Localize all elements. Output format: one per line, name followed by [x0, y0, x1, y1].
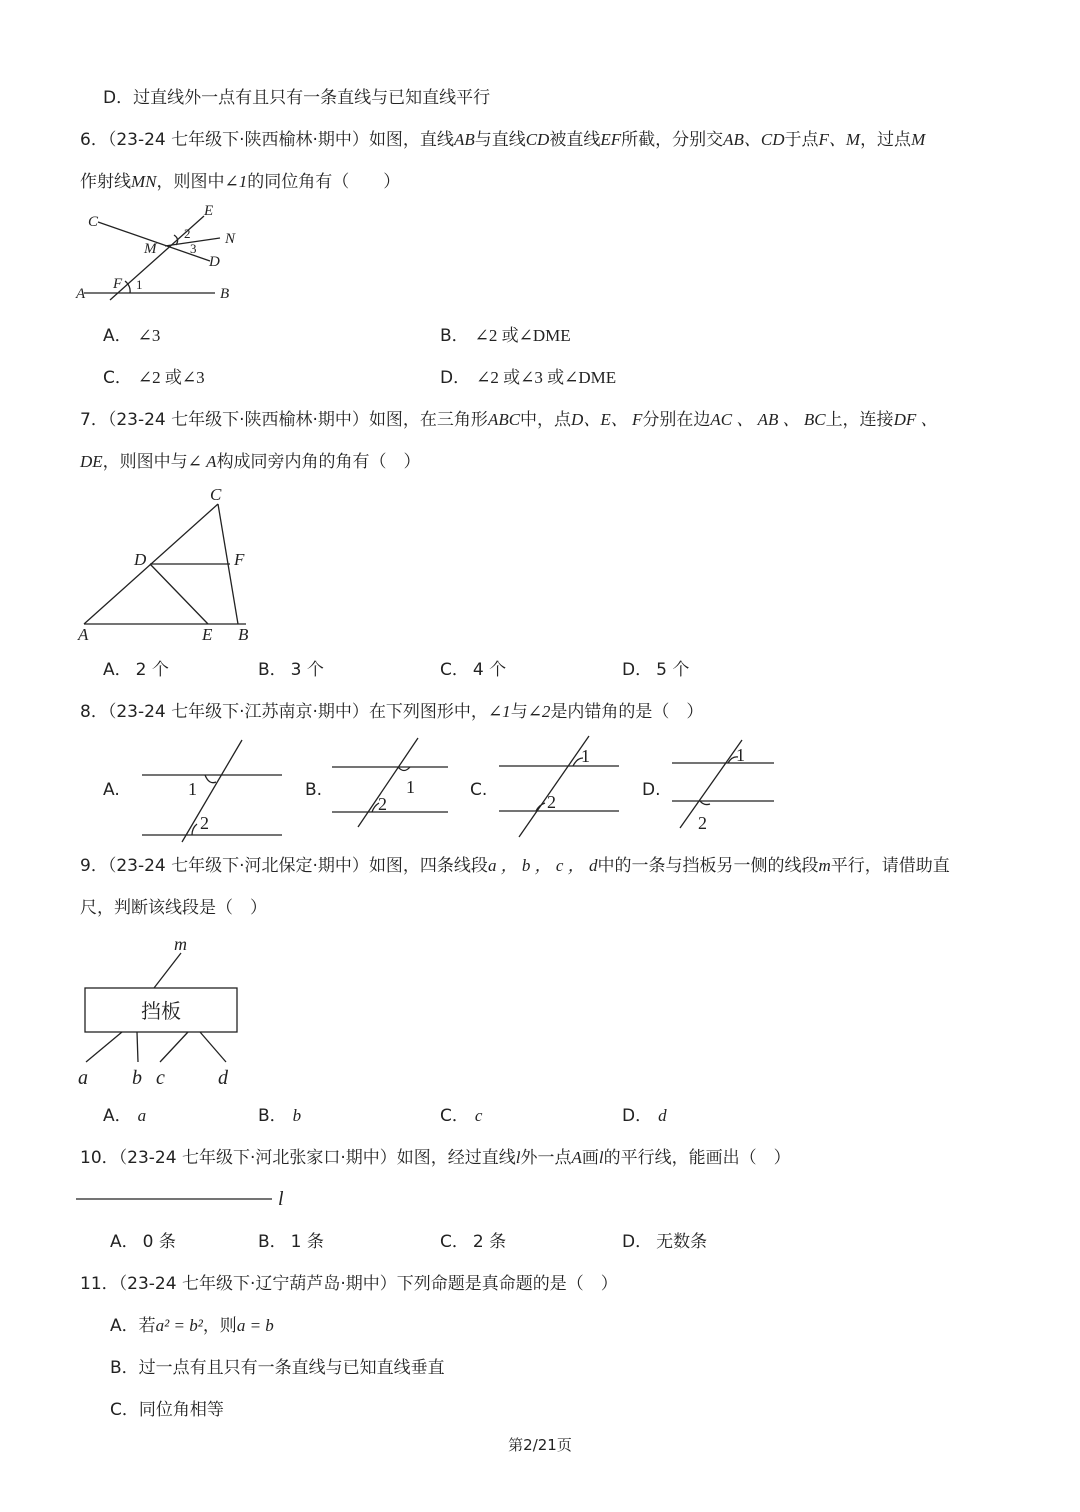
q6-label: B — [220, 286, 230, 302]
q8-math: ∠2 — [527, 702, 551, 721]
option-letter: D． — [622, 1232, 653, 1252]
option-text: ∠2 或∠DME — [474, 326, 571, 345]
q10-stem — [80, 1146, 791, 1170]
option-letter: A． — [103, 1106, 132, 1126]
q7-text: 如图，在三角形 — [368, 410, 488, 430]
q6-math: AB、CD — [723, 130, 785, 149]
q7-text: 分别在边 — [642, 410, 711, 430]
q7-source: （23-24 七年级下·陕西榆林·期中） — [107, 410, 369, 430]
q10-math: l — [598, 1148, 604, 1167]
option-text: 若 — [138, 1316, 156, 1336]
option-letter: C． — [440, 660, 469, 680]
option-letter: A． — [103, 326, 132, 346]
option-text: ，则 — [202, 1316, 237, 1336]
option-math: a = b — [236, 1316, 274, 1335]
q8-angle-label: 1 — [736, 745, 745, 765]
q8-text: 是内错角的是（ ） — [550, 702, 704, 722]
q6-text: 所截，分别交 — [621, 130, 724, 150]
q6-label: N — [225, 231, 236, 247]
q8-angle-label: 2 — [547, 792, 556, 812]
q7-math: ABC — [487, 410, 521, 429]
q10-option-b — [258, 1230, 324, 1254]
q5-option-d: D．过直线外一点有且只有一条直线与已知直线平行 — [103, 88, 491, 108]
q8-angle-label: 1 — [581, 746, 590, 766]
q6-option-a — [103, 324, 160, 348]
q6-label: 1 — [136, 277, 143, 292]
option-letter: B． — [258, 1106, 287, 1126]
q8-math: ∠1 — [487, 702, 511, 721]
q9-label-b: b — [132, 1067, 142, 1089]
option-text: 3 个 — [290, 660, 324, 680]
q9-source: （23-24 七年级下·河北保定·期中） — [107, 856, 369, 876]
q7-number: 7． — [80, 410, 108, 430]
q9-segment-c — [160, 1032, 188, 1062]
option-letter: C． — [103, 368, 132, 388]
q10-label-l: l — [278, 1188, 284, 1210]
q8-number: 8． — [80, 702, 108, 722]
q6-text: ，过点 — [860, 130, 912, 150]
q7-text: ，则图中与 — [102, 452, 188, 472]
q6-text: 与直线 — [474, 130, 526, 150]
q9-segment-m — [154, 953, 181, 988]
q9-segment-a — [86, 1032, 122, 1062]
q7-label: E — [202, 625, 213, 644]
q8-angle-label: 2 — [378, 794, 387, 814]
option-text: 4 个 — [472, 660, 507, 680]
q8-angle-label: 1 — [188, 779, 197, 799]
q9-label-m: m — [174, 934, 187, 954]
option-letter: A． — [110, 1316, 139, 1336]
option-letter: B． — [258, 660, 287, 680]
option-letter: C． — [440, 1232, 469, 1252]
q11-text: 下列命题是真命题的是（ ） — [396, 1274, 618, 1294]
q6-math: M — [911, 130, 926, 149]
q10-figure — [76, 1184, 296, 1210]
q10-option-d — [622, 1230, 707, 1254]
option-text: a — [137, 1106, 147, 1125]
q6-math: CD — [525, 130, 550, 149]
q9-option-c — [440, 1104, 482, 1128]
q10-source: （23-24 七年级下·河北张家口·期中） — [118, 1148, 397, 1168]
q6-stem-line1 — [80, 128, 925, 152]
q7-math: ∠ A — [187, 452, 217, 471]
q7-label: A — [78, 625, 89, 644]
q9-math: a ， b ， c ， d — [487, 856, 598, 875]
q7-label: F — [234, 550, 245, 569]
option-text: d — [658, 1106, 667, 1125]
option-text: c — [474, 1106, 483, 1125]
q10-math: l — [515, 1148, 521, 1167]
q6-math: ∠1 — [224, 172, 248, 191]
q9-stem-line2: 尺，判断该线段是（ ） — [80, 898, 267, 918]
q8-figure-d — [670, 738, 780, 833]
q10-text: 外一点 — [520, 1148, 572, 1168]
q8-option-d-letter: D. — [642, 780, 661, 800]
q6-label: D — [209, 254, 220, 270]
option-text: 2 个 — [135, 660, 169, 680]
page-number: 第2/21页 — [508, 1436, 572, 1454]
q11-number: 11． — [80, 1274, 119, 1294]
q8-angle-label: 2 — [698, 813, 707, 833]
q6-label: 3 — [190, 241, 197, 256]
q9-segment-d — [200, 1032, 226, 1062]
option-text: 0 条 — [142, 1232, 176, 1252]
q6-text: ，则图中 — [156, 172, 225, 192]
q8-option-a-letter: A. — [103, 780, 120, 800]
q10-text: 的平行线，能画出（ ） — [603, 1148, 791, 1168]
q8-option-b-letter: B. — [305, 780, 323, 800]
q6-text: 被直线 — [549, 130, 601, 150]
q9-text: 平行，请借助直 — [830, 856, 950, 876]
q8-figure-c — [497, 736, 622, 838]
q7-option-c — [440, 658, 506, 682]
q9-board-label: 挡板 — [141, 999, 181, 1023]
option-text: b — [292, 1106, 302, 1125]
q7-label: C — [210, 485, 222, 504]
q7-segment-de — [150, 564, 208, 624]
q6-figure — [70, 198, 260, 308]
q6-text: 于点 — [784, 130, 819, 150]
q7-math: D、E、 F — [571, 410, 643, 429]
q8-text: 在下列图形中， — [368, 702, 488, 722]
q11-stem — [80, 1272, 618, 1296]
q6-stem-line2 — [80, 170, 400, 194]
q7-option-b — [258, 658, 324, 682]
q9-label-a: a — [78, 1067, 88, 1089]
q11-option-a — [110, 1314, 274, 1338]
q7-stem-line1 — [80, 408, 937, 432]
q6-option-d — [440, 366, 616, 390]
q7-text: 上，连接 — [825, 410, 894, 430]
option-text: 1 条 — [290, 1232, 324, 1252]
q8-figure-a — [140, 738, 290, 843]
q6-math: F、M — [818, 130, 861, 149]
option-letter: D． — [440, 368, 471, 388]
q6-number: 6． — [80, 130, 108, 150]
q6-option-c — [103, 366, 205, 390]
q7-text: 中，点 — [520, 410, 572, 430]
q9-number: 9． — [80, 856, 108, 876]
q6-label: M — [144, 241, 157, 257]
q6-math: MN — [131, 172, 157, 191]
option-letter: A． — [103, 660, 132, 680]
option-text: 2 条 — [472, 1232, 507, 1252]
q7-label: B — [238, 625, 249, 644]
q9-segment-b — [137, 1032, 138, 1062]
option-letter: B． — [258, 1232, 287, 1252]
q6-math: AB — [453, 130, 475, 149]
q9-text: 中的一条与挡板另一侧的线段 — [597, 856, 819, 876]
q11-source: （23-24 七年级下·辽宁葫芦岛·期中） — [118, 1274, 397, 1294]
q6-label: E — [204, 203, 214, 219]
q9-label-d: d — [218, 1067, 228, 1089]
option-text: ∠3 — [137, 326, 161, 345]
q7-math: DF 、 — [893, 410, 938, 429]
q7-math: DE — [80, 452, 103, 471]
q8-angle-label: 1 — [406, 777, 415, 797]
q9-figure — [74, 930, 254, 1090]
q8-figure-b — [330, 736, 455, 828]
option-letter: D． — [622, 660, 653, 680]
q10-number: 10． — [80, 1148, 119, 1168]
q7-option-d — [622, 658, 689, 682]
q6-label: A — [76, 286, 86, 302]
q9-math: m — [818, 856, 831, 875]
option-letter: D． — [622, 1106, 653, 1126]
q8-stem — [80, 700, 703, 724]
q9-option-a — [103, 1104, 146, 1128]
q6-source: （23-24 七年级下·陕西榆林·期中） — [107, 130, 369, 150]
q7-math: AC 、 AB 、 BC — [710, 410, 826, 429]
q6-text: 如图，直线 — [368, 130, 454, 150]
option-text: ∠2 或∠3 — [137, 368, 205, 387]
q11-option-c: C．同位角相等 — [110, 1400, 224, 1420]
q6-label: F — [113, 276, 123, 292]
q10-option-a — [110, 1230, 176, 1254]
q6-option-b — [440, 324, 571, 348]
q9-text: 如图，四条线段 — [368, 856, 488, 876]
q8-text: 与 — [510, 702, 528, 722]
option-text: ∠2 或∠3 或∠DME — [476, 368, 617, 387]
q10-text: 如图，经过直线 — [396, 1148, 516, 1168]
q7-figure — [70, 480, 270, 645]
q6-angle-arc — [174, 235, 178, 245]
q7-text: 构成同旁内角的角有（ ） — [216, 452, 421, 472]
option-letter: A． — [110, 1232, 139, 1252]
option-math: a² = b² — [155, 1316, 203, 1335]
q9-option-d — [622, 1104, 667, 1128]
q8-option-c-letter: C. — [470, 780, 488, 800]
q8-angle-label: 2 — [200, 813, 209, 833]
q6-text: 作射线 — [80, 172, 131, 192]
q7-option-a — [103, 658, 169, 682]
q6-label: 2 — [184, 226, 191, 241]
q6-label: C — [88, 214, 99, 230]
q6-text: 的同位角有（ ） — [247, 172, 401, 192]
q9-option-b — [258, 1104, 301, 1128]
q6-math: EF — [600, 130, 622, 149]
q7-label: D — [134, 550, 147, 569]
q9-stem-line1 — [80, 854, 950, 878]
q10-option-c — [440, 1230, 506, 1254]
q8-source: （23-24 七年级下·江苏南京·期中） — [107, 702, 369, 722]
q7-stem-line2 — [80, 450, 421, 474]
option-text: 无数条 — [656, 1232, 708, 1252]
option-text: 5 个 — [656, 660, 690, 680]
q9-label-c: c — [156, 1067, 165, 1089]
q10-text: 画 — [581, 1148, 599, 1168]
q10-math: A — [571, 1148, 582, 1167]
option-letter: C． — [440, 1106, 469, 1126]
option-letter: B． — [440, 326, 469, 346]
q11-option-b: B．过一点有且只有一条直线与已知直线垂直 — [110, 1358, 445, 1378]
